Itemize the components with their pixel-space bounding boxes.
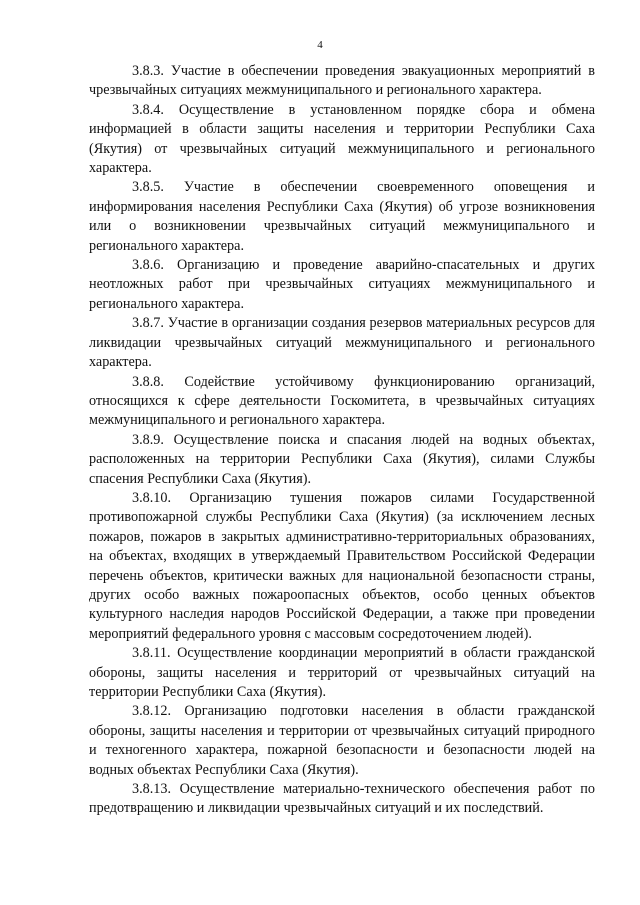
paragraph-3-8-4: 3.8.4. Осуществление в установленном порядке сбора и обмена информацией в области защиты населения и территории Республики Саха (Якутия) от чрезвычайных ситуаций межмуниципального и регионального характера.	[89, 101, 595, 177]
paragraph-3-8-3: 3.8.3. Участие в обеспечении проведения эвакуационных мероприятий в чрезвычайных ситуациях межмуниципального и регионального характера.	[89, 63, 595, 99]
paragraph-3-8-9: 3.8.9. Осуществление поиска и спасания людей на водных объектах, расположенных на территории Республики Саха (Якутия), силами Службы спасения Республики Саха (Якутия).	[89, 431, 595, 487]
paragraph-3-8-11: 3.8.11. Осуществление координации мероприятий в области гражданской обороны, защиты населения и территорий от чрезвычайных ситуаций на территории Республики Саха (Якутия).	[89, 645, 595, 700]
paragraph-3-8-8: 3.8.8. Содействие устойчивому функционированию организаций, относящихся к сфере деятельности Госкомитета, в чрезвычайных ситуациях межмуниципального и регионального характера.	[89, 373, 595, 429]
paragraph-3-8-5: 3.8.5. Участие в обеспечении своевременного оповещения и информирования населения Республики Саха (Якутия) об угрозе возникновения или о возникновении чрезвычайных ситуаций межмуниципального и регионального характера.	[89, 179, 595, 254]
page-number: 4	[317, 39, 323, 51]
paragraph-3-8-6: 3.8.6. Организацию и проведение аварийно-спасательных и других неотложных работ при чрезвычайных ситуациях межмуниципального и регионального характера.	[89, 257, 595, 312]
document-body	[89, 62, 595, 819]
paragraph-3-8-12: 3.8.12. Организацию подготовки населения в области гражданской обороны, защиты населения и территории от чрезвычайных ситуаций природного и техногенного характера, пожарной безопасности и безопасности людей на водных объектах Республики Саха (Якутия).	[89, 703, 595, 778]
paragraph-3-8-13: 3.8.13. Осуществление материально-технического обеспечения работ по предотвращению и ликвидации чрезвычайных ситуаций и их последствий.	[89, 781, 595, 817]
paragraph-3-8-10: 3.8.10. Организацию тушения пожаров силами Государственной противопожарной службы Республики Саха (Якутия) (за исключением лесных пожаров, пожаров в закрытых административно-территориальных образованиях, на объектах, входящих в утверждаемый Правительством Российской Федерации перечень объектов, критически важных для национальной безопасности страны, других особо важных пожароопасных объектов, особо ценных объектов культурного наследия народов Российской Федерации, а также при проведении мероприятий федерального уровня с массовым сосредоточением людей).	[89, 489, 595, 642]
paragraph-3-8-7: 3.8.7. Участие в организации создания резервов материальных ресурсов для ликвидации чрезвычайных ситуаций межмуниципального и регионального характера.	[89, 315, 595, 371]
